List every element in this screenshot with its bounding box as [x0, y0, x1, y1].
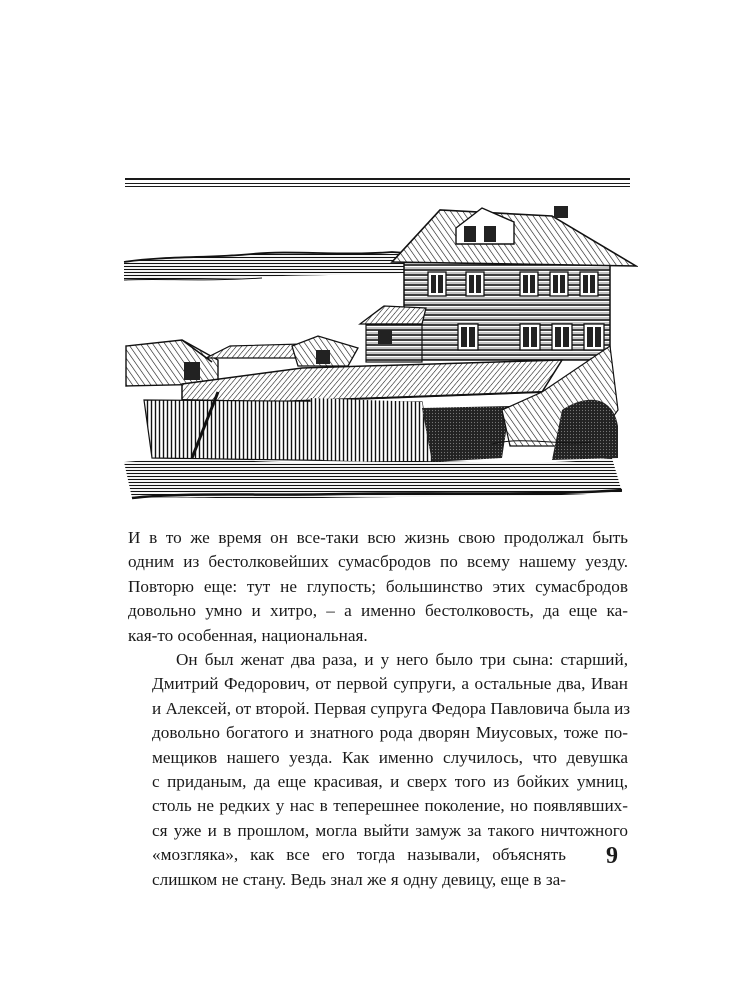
text-line: Он был женат два раза, и у него было три сына: старший, — [176, 650, 628, 670]
village-house-illustration — [122, 196, 638, 506]
text-line: И в то же время он все-таки всю жизнь свою продолжал быть — [128, 528, 628, 547]
paragraph-1 — [128, 526, 628, 648]
text-line: Повторю еще: тут не глупость; большинство этих сумасбродов — [128, 576, 628, 596]
text-line: мещиков нашего уезда. Как именно случилось, что девушка — [152, 747, 628, 767]
text-line: «мозгляка», как все его тогда называли, объяснять — [152, 845, 566, 865]
text-line: столь не редких у нас в теперешнее поколение, но появлявших- — [152, 796, 628, 816]
text-line: довольно богатого и знатного рода дворян Миусовых, тоже по- — [152, 723, 628, 743]
text-line: кая-то особенная, национальная. — [128, 625, 368, 645]
text-line: ся уже и в прошлом, могла выйти замуж за такого ничтожного — [152, 820, 628, 840]
text-line: одним из бестолковейших сумасбродов по всему нашему уезду. — [128, 552, 628, 572]
text-line: с приданым, да еще красивая, и сверх того из бойких умниц, — [152, 772, 628, 792]
page-number: 9 — [606, 843, 618, 869]
header-rule-thick — [125, 178, 630, 180]
text-line: Дмитрий Федорович, от первой супруги, а остальные два, Иван — [152, 674, 628, 694]
header-rule-thin — [125, 183, 630, 184]
body-text — [128, 526, 631, 892]
text-line: слишком не стану. Ведь знал же я одну девицу, еще в за- — [152, 869, 566, 889]
paragraph-2 — [128, 648, 631, 892]
header-rule-thin-2 — [125, 186, 630, 187]
text-line: и Алексей, от второй. Первая супруга Федора Павловича была из — [152, 698, 631, 718]
text-line: довольно умно и хитро, – а именно бестолковость, да еще ка- — [128, 601, 628, 621]
